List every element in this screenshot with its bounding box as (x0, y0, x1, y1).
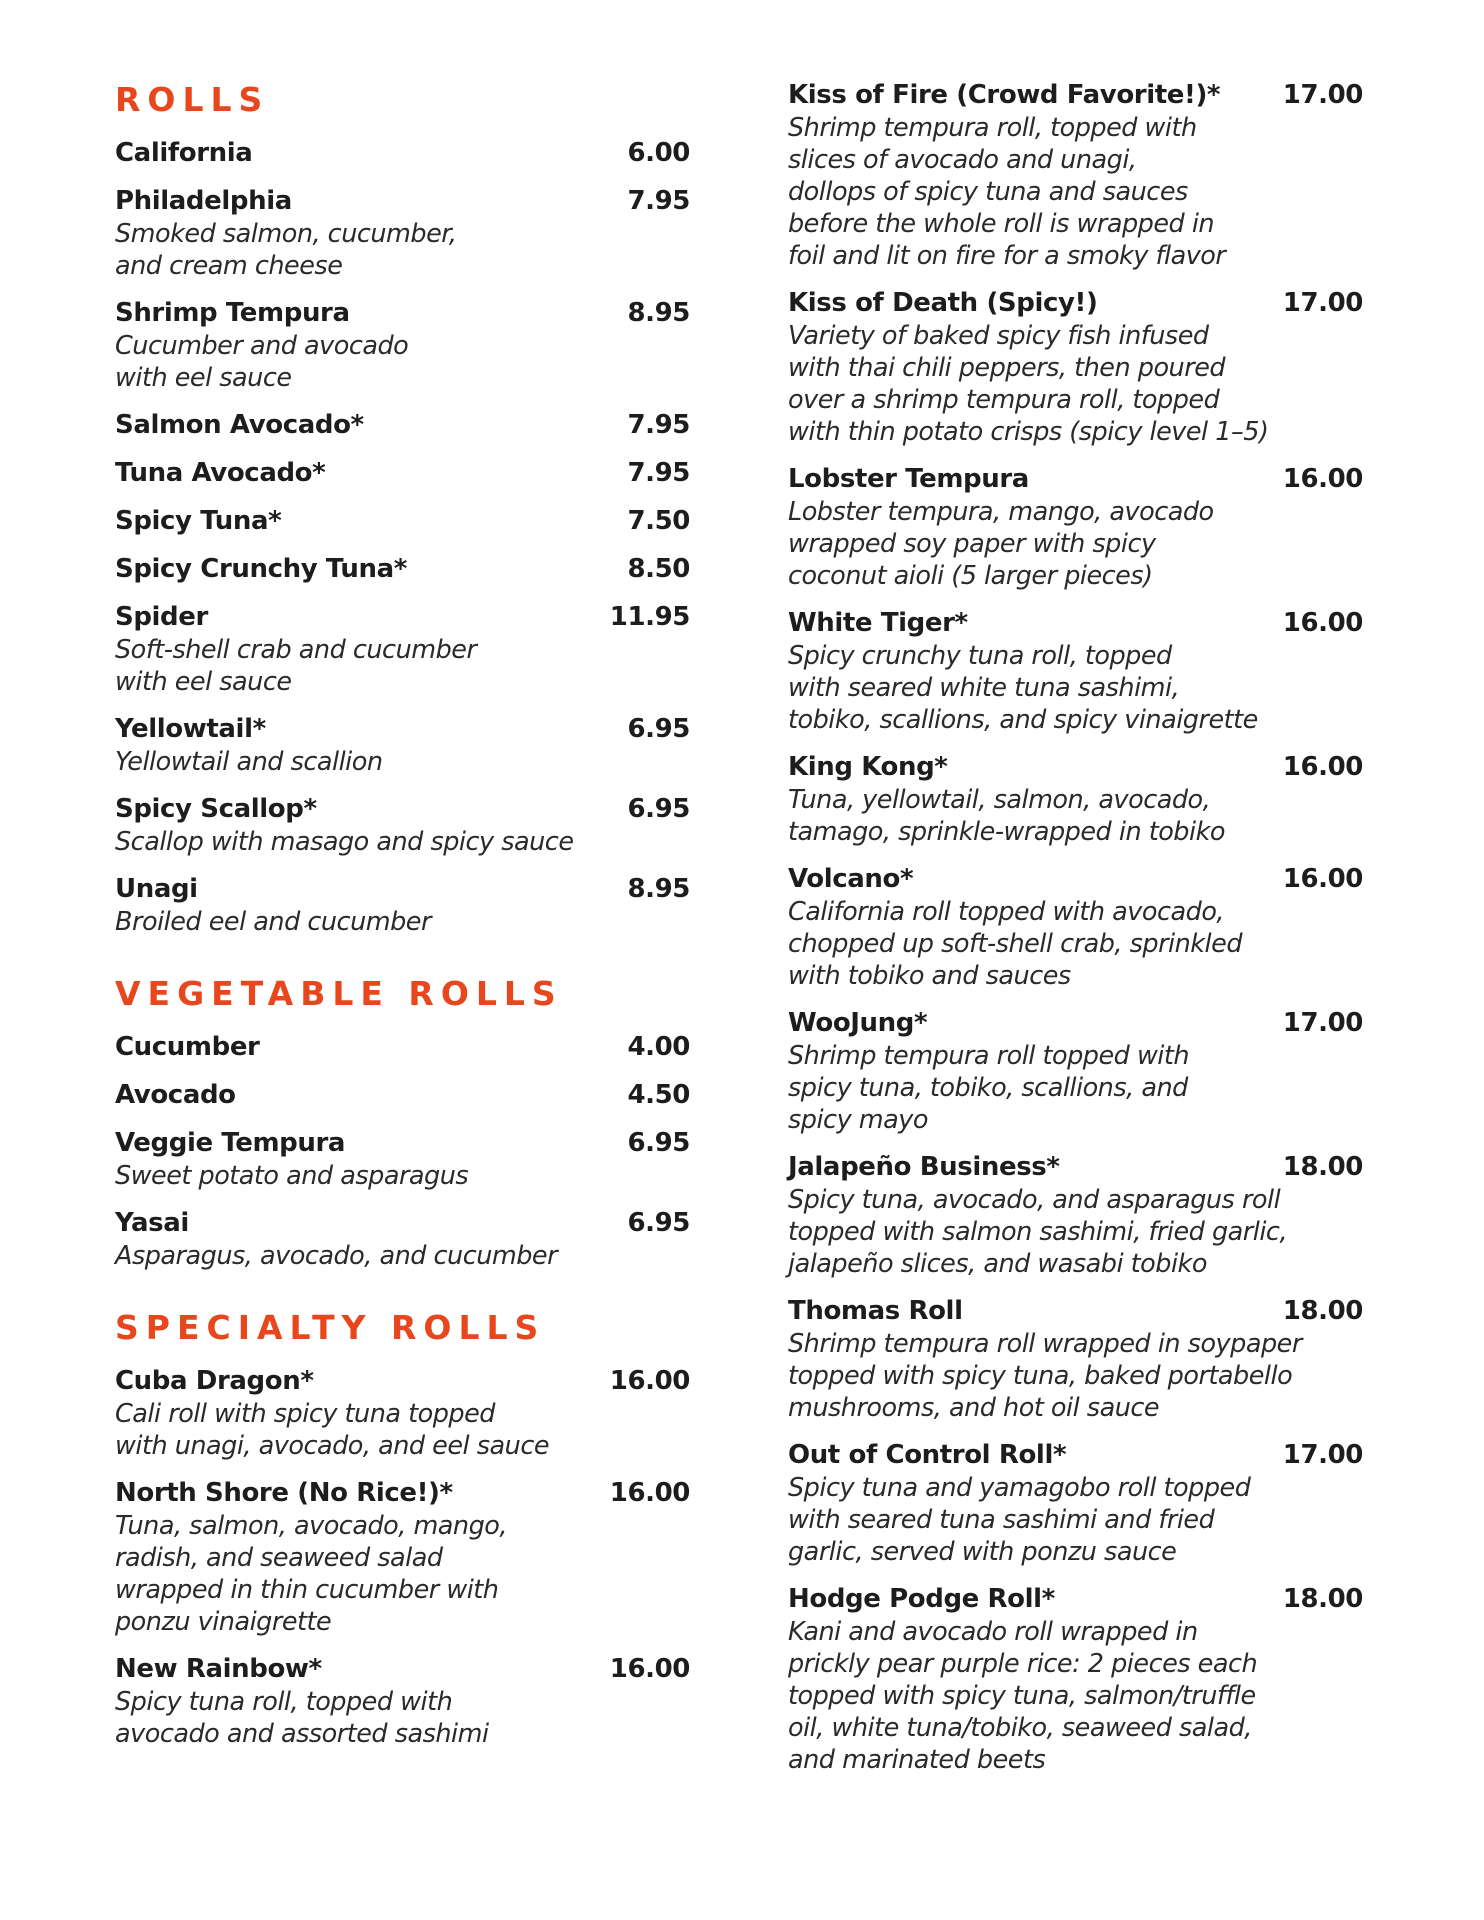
menu-item (115, 1126, 690, 1192)
menu-item-description: Spicy tuna and yamagobo roll topped with seared tuna sashimi and fried garlic, served with ponzu sauce (788, 1473, 1251, 1567)
menu-item-description: Cali roll with spicy tuna topped with unagi, avocado, and eel sauce (115, 1399, 550, 1461)
menu-item-price: 16.00 (609, 1654, 690, 1684)
menu-item-name: Yellowtail* (115, 714, 266, 744)
menu-item-list (115, 1030, 690, 1272)
section-title-vegetable-rolls: VEGETABLE ROLLS (115, 974, 563, 1013)
menu-item-name: Lobster Tempura (788, 464, 1029, 494)
menu-item-header (788, 862, 1363, 896)
menu-item-description: Shrimp tempura roll topped with spicy tuna, tobiko, scallions, and spicy mayo (788, 1041, 1190, 1135)
menu-item-description: Spicy tuna roll, topped with avocado and assorted sashimi (115, 1687, 489, 1749)
menu-item-name: Spicy Tuna* (115, 506, 282, 536)
menu-item (115, 1206, 690, 1272)
menu-item-price: 6.00 (627, 138, 690, 168)
section-title-specialty-rolls: SPECIALTY ROLLS (115, 1308, 546, 1347)
menu-item-description: Soft-shell crab and cucumber with eel sauce (115, 635, 477, 697)
menu-item-name: California (115, 138, 253, 168)
menu-item (788, 78, 1388, 272)
menu-item-header (115, 552, 690, 586)
menu-item (115, 872, 690, 938)
menu-item-name: Salmon Avocado* (115, 410, 364, 440)
menu-item (115, 456, 690, 490)
menu-item-header (788, 1582, 1363, 1616)
menu-item-list (115, 1364, 690, 1750)
menu-item-header (115, 600, 690, 634)
menu-item-name: Shrimp Tempura (115, 298, 350, 328)
menu-item (788, 1150, 1388, 1280)
menu-item-price: 16.00 (609, 1366, 690, 1396)
menu-item-description: Sweet potato and asparagus (115, 1161, 469, 1191)
menu-item-price: 17.00 (1282, 288, 1363, 318)
menu-item-name: Veggie Tempura (115, 1128, 346, 1158)
menu-item-header (788, 1006, 1363, 1040)
menu-item-name: Kiss of Death (Spicy!) (788, 288, 1098, 318)
menu-item (788, 1438, 1388, 1568)
right-column (788, 0, 1388, 1790)
menu-item-price: 18.00 (1282, 1296, 1363, 1326)
menu-item (115, 1030, 690, 1064)
menu-item-price: 8.50 (627, 554, 690, 584)
rolls-section (115, 0, 690, 938)
menu-item-description: Kani and avocado roll wrapped in prickly pear purple rice: 2 pieces each topped with spicy tuna, salmon/truffle oil, white tuna/tobiko, seaweed salad, and marinated beets (788, 1617, 1258, 1775)
menu-item-name: Spicy Crunchy Tuna* (115, 554, 407, 584)
menu-item (788, 462, 1388, 592)
menu-item-header (115, 1206, 690, 1240)
menu-item-description: Cucumber and avocado with eel sauce (115, 331, 409, 393)
menu-item-name: Unagi (115, 874, 198, 904)
menu-item-header (115, 184, 690, 218)
menu-item-price: 16.00 (1282, 464, 1363, 494)
menu-item-name: Cuba Dragon* (115, 1366, 314, 1396)
menu-item-name: Philadelphia (115, 186, 292, 216)
menu-item-price: 8.95 (627, 874, 690, 904)
section-title-rolls: ROLLS (115, 80, 270, 119)
menu-item-description: Spicy tuna, avocado, and asparagus roll topped with salmon sashimi, fried garlic, jalapeño slices, and wasabi tobiko (788, 1185, 1288, 1279)
menu-item (115, 792, 690, 858)
menu-item-name: Avocado (115, 1080, 236, 1110)
menu-item-description: Spicy crunchy tuna roll, topped with seared white tuna sashimi, tobiko, scallions, and spicy vinaigrette (788, 641, 1258, 735)
menu-item-price: 6.95 (627, 714, 690, 744)
menu-item (115, 552, 690, 586)
menu-item-list (788, 78, 1388, 1776)
menu-item-header (115, 1126, 690, 1160)
menu-item-price: 6.95 (627, 794, 690, 824)
menu-item (115, 504, 690, 538)
menu-item-description: Yellowtail and scallion (115, 747, 383, 777)
menu-item-price: 17.00 (1282, 80, 1363, 110)
menu-item-header (115, 1364, 690, 1398)
menu-item (115, 712, 690, 778)
menu-item-description: Scallop with masago and spicy sauce (115, 827, 574, 857)
menu-item-name: Volcano* (788, 864, 914, 894)
menu-item-header (115, 712, 690, 746)
menu-item-name: Out of Control Roll* (788, 1440, 1067, 1470)
specialty-rolls-section (115, 1306, 690, 1750)
menu-item-name: Tuna Avocado* (115, 458, 326, 488)
menu-item-header (788, 750, 1363, 784)
menu-item-header (115, 1476, 690, 1510)
menu-item-price: 7.50 (627, 506, 690, 536)
menu-item-description: Shrimp tempura roll, topped with slices of avocado and unagi, dollops of spicy tuna and sauces before the whole roll is wrapped in foil and lit on fire for a smoky flavor (788, 113, 1226, 271)
menu-item-name: New Rainbow* (115, 1654, 322, 1684)
menu-item-header (115, 872, 690, 906)
menu-item-name: Yasai (115, 1208, 189, 1238)
menu-item-description: Tuna, yellowtail, salmon, avocado, tamago, sprinkle-wrapped in tobiko (788, 785, 1225, 847)
menu-item-name: White Tiger* (788, 608, 968, 638)
menu-item-price: 16.00 (1282, 864, 1363, 894)
menu-item-price: 17.00 (1282, 1440, 1363, 1470)
menu-item-header (788, 286, 1363, 320)
menu-item-description: Smoked salmon, cucumber, and cream cheese (115, 219, 457, 281)
menu-item-description: Lobster tempura, mango, avocado wrapped soy paper with spicy coconut aioli (5 larger pieces) (788, 497, 1214, 591)
menu-item-description: Variety of baked spicy fish infused with thai chili peppers, then poured over a shrimp tempura roll, topped with thin potato crisps (spicy level 1–5) (788, 321, 1269, 447)
menu-item (115, 600, 690, 698)
menu-item-price: 18.00 (1282, 1152, 1363, 1182)
menu-item-list (115, 136, 690, 938)
menu-item (788, 750, 1388, 848)
menu-item-header (115, 1078, 690, 1112)
menu-item (115, 296, 690, 394)
menu-item-header (115, 1652, 690, 1686)
menu-item-name: Jalapeño Business* (788, 1152, 1060, 1182)
menu-item (115, 1078, 690, 1112)
menu-item (788, 1294, 1388, 1424)
menu-item-name: WooJung* (788, 1008, 928, 1038)
menu-item-name: Cucumber (115, 1032, 260, 1062)
menu-item-header (115, 504, 690, 538)
menu-item-header (788, 1438, 1363, 1472)
menu-item (115, 408, 690, 442)
menu-item-price: 8.95 (627, 298, 690, 328)
menu-item (788, 1006, 1388, 1136)
menu-item-price: 6.95 (627, 1208, 690, 1238)
menu-item-price: 16.00 (1282, 752, 1363, 782)
menu-item (788, 606, 1388, 736)
menu-item-description: Tuna, salmon, avocado, mango, radish, and seaweed salad wrapped in thin cucumber with ponzu vinaigrette (115, 1511, 507, 1637)
menu-item-name: Kiss of Fire (Crowd Favorite!)* (788, 80, 1221, 110)
menu-item-header (115, 136, 690, 170)
menu-item (115, 1364, 690, 1462)
menu-item-price: 16.00 (1282, 608, 1363, 638)
menu-item-name: Thomas Roll (788, 1296, 963, 1326)
menu-item-price: 4.00 (627, 1032, 690, 1062)
menu-item-description: Shrimp tempura roll wrapped in soypaper topped with spicy tuna, baked portabello mushrooms, and hot oil sauce (788, 1329, 1302, 1423)
menu-item-name: Spider (115, 602, 208, 632)
vegetable-rolls-section (115, 972, 690, 1272)
menu-item-header (788, 1150, 1363, 1184)
left-column (115, 0, 690, 1784)
menu-item (115, 1476, 690, 1638)
menu-item-price: 7.95 (627, 410, 690, 440)
menu-item-header (115, 296, 690, 330)
menu-item-name: Hodge Podge Roll* (788, 1584, 1055, 1614)
menu-item-description: Broiled eel and cucumber (115, 907, 431, 937)
menu-item (788, 286, 1388, 448)
menu-item-name: North Shore (No Rice!)* (115, 1478, 453, 1508)
menu-item-price: 16.00 (609, 1478, 690, 1508)
menu-item-description: Asparagus, avocado, and cucumber (115, 1241, 558, 1271)
menu-item-name: King Kong* (788, 752, 948, 782)
menu-item-price: 7.95 (627, 186, 690, 216)
menu-item (115, 1652, 690, 1750)
menu-item (115, 136, 690, 170)
menu-item-header (788, 1294, 1363, 1328)
menu-item-header (115, 456, 690, 490)
menu-item-price: 6.95 (627, 1128, 690, 1158)
menu-item-price: 17.00 (1282, 1008, 1363, 1038)
menu-item-price: 7.95 (627, 458, 690, 488)
menu-item (115, 184, 690, 282)
menu-item (788, 862, 1388, 992)
menu-item-header (788, 462, 1363, 496)
menu-item-price: 18.00 (1282, 1584, 1363, 1614)
menu-item-header (788, 606, 1363, 640)
menu-item-price: 11.95 (609, 602, 690, 632)
menu-item-header (115, 408, 690, 442)
menu-item-name: Spicy Scallop* (115, 794, 317, 824)
menu-item-description: California roll topped with avocado, chopped up soft-shell crab, sprinkled with tobiko and sauces (788, 897, 1243, 991)
menu-item (788, 1582, 1388, 1776)
menu-item-header (115, 1030, 690, 1064)
menu-item-price: 4.50 (627, 1080, 690, 1110)
menu-item-header (115, 792, 690, 826)
menu-item-header (788, 78, 1363, 112)
